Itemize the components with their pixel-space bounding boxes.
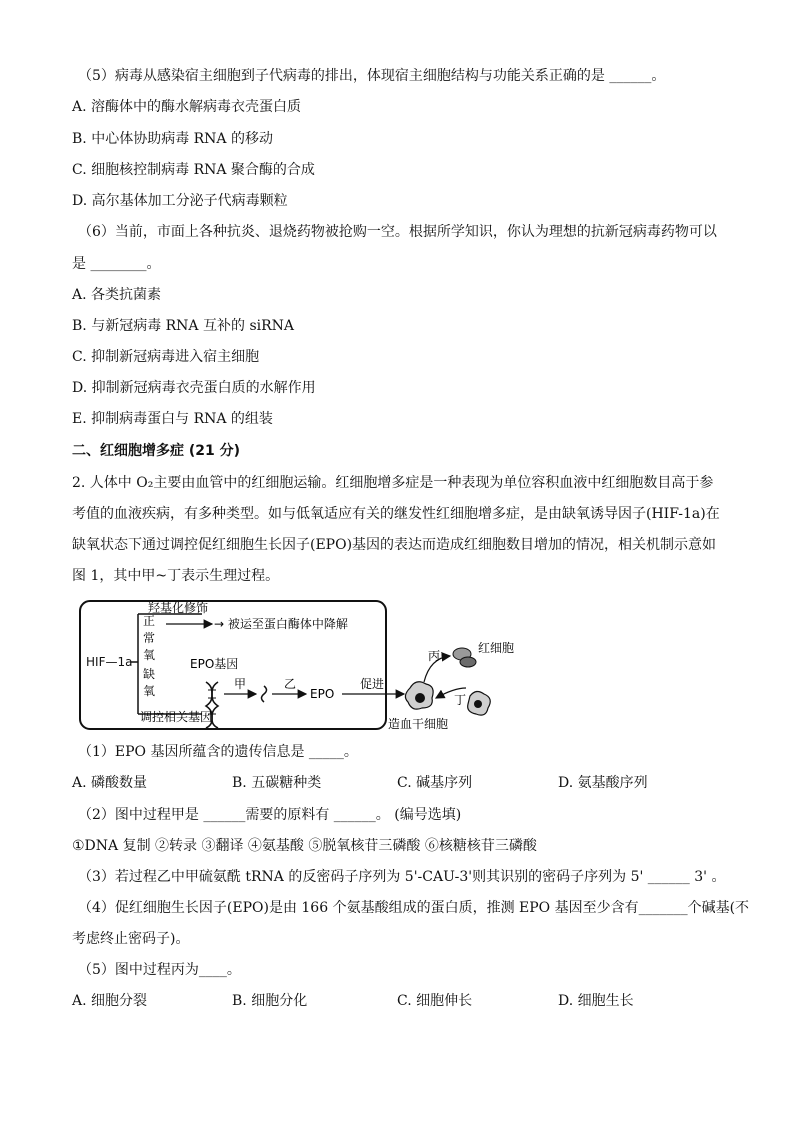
q5a-option-c: C. 细胞核控制病毒 RNA 聚合酶的合成 <box>72 162 315 178</box>
process-jia: 甲 <box>234 677 247 691</box>
q1-option-a: A. 磷酸数量 <box>72 775 148 791</box>
q6a-option-d: D. 抑制新冠病毒衣壳蛋白质的水解作用 <box>72 380 316 396</box>
stem-cell-icon-2 <box>468 691 491 715</box>
q4-line1: （4）促红细胞生长因子(EPO)是由 166 个氨基酸组成的蛋白质，推测 EPO 基因至少含有_______个碱基(不 <box>78 900 750 916</box>
q2-intro-line2: 考值的血液疾病，有多种类型。如与低氧适应有关的继发性红细胞增多症，是由缺氧诱导因子(HIF-1a)在 <box>72 506 720 522</box>
q5a-option-a: A. 溶酶体中的酶水解病毒衣壳蛋白质 <box>72 99 302 115</box>
rbc-label: 红细胞 <box>478 641 515 655</box>
regulate-genes-label: 调控相关基因 <box>140 710 213 724</box>
q1-option-b: B. 五碳糖种类 <box>232 775 322 791</box>
hsc-label: 造血干细胞 <box>388 717 449 731</box>
q5b-stem: （5）图中过程丙为____。 <box>78 962 241 978</box>
section-heading: 二、红细胞增多症 (21 分) <box>72 443 241 459</box>
q6a-option-e: E. 抑制病毒蛋白与 RNA 的组装 <box>72 411 273 427</box>
promote-label: 促进 <box>360 677 385 691</box>
q5b-option-b: B. 细胞分化 <box>232 993 308 1009</box>
q4-line2: 考虑终止密码子)。 <box>72 931 190 947</box>
normal-oxygen-3: 氧 <box>143 648 156 662</box>
process-ding: 丁 <box>454 693 467 707</box>
degraded-label: → 被运至蛋白酶体中降解 <box>214 617 348 631</box>
q5a-option-b: B. 中心体协助病毒 RNA 的移动 <box>72 131 273 147</box>
q6a-stem-line1: （6）当前，市面上各种抗炎、退烧药物被抢购一空。根据所学知识，你认为理想的抗新冠病毒药物可以 <box>78 224 717 240</box>
process-bing: 丙 <box>428 649 441 663</box>
hydroxylation-label: 羟基化修饰 <box>148 601 209 615</box>
hypoxia-2: 氧 <box>143 684 156 698</box>
q2-choices: ①DNA 复制 ②转录 ③翻译 ④氨基酸 ⑤脱氧核苷三磷酸 ⑥核糖核苷三磷酸 <box>72 838 537 854</box>
process-yi: 乙 <box>284 677 297 691</box>
mrna-icon <box>262 686 267 702</box>
q5a-stem: （5）病毒从感染宿主细胞到子代病毒的排出，体现宿主细胞结构与功能关系正确的是 ______。 <box>78 68 666 84</box>
hypoxia-1: 缺 <box>143 667 156 681</box>
mechanism-diagram <box>78 598 518 734</box>
normal-oxygen-1: 正 <box>143 614 156 628</box>
q2-intro-line4: 图 1，其中甲~丁表示生理过程。 <box>72 568 280 584</box>
q3-stem: （3）若过程乙中甲硫氨酰 tRNA 的反密码子序列为 5'-CAU-3'则其识别的密码子序列为 5' ______ 3' 。 <box>78 869 726 885</box>
q5b-option-c: C. 细胞伸长 <box>397 993 473 1009</box>
hif-label: HIF—1a <box>86 655 133 669</box>
q2-intro-line3: 缺氧状态下通过调控促红细胞生长因子(EPO)基因的表达而造成红细胞数目增加的情况，相关机制示意如 <box>72 537 717 553</box>
epo-label: EPO <box>310 687 335 701</box>
q5b-option-a: A. 细胞分裂 <box>72 993 148 1009</box>
q6a-option-b: B. 与新冠病毒 RNA 互补的 siRNA <box>72 318 295 334</box>
q1-stem: （1）EPO 基因所蕴含的遗传信息是 _____。 <box>78 744 358 760</box>
red-blood-cell-icon <box>453 648 476 667</box>
q2-intro-line1: 2. 人体中 O₂主要由血管中的红细胞运输。红细胞增多症是一种表现为单位容积血液中红细胞数目高于参 <box>72 475 714 491</box>
q6a-option-a: A. 各类抗菌素 <box>72 287 162 303</box>
q5a-option-d: D. 高尔基体加工分泌子代病毒颗粒 <box>72 193 288 209</box>
stem-cell-icon <box>405 682 433 709</box>
normal-oxygen-2: 常 <box>143 631 156 645</box>
q1-option-d: D. 氨基酸序列 <box>558 775 648 791</box>
q6a-option-c: C. 抑制新冠病毒进入宿主细胞 <box>72 349 260 365</box>
q2-stem: （2）图中过程甲是 ______需要的原料有 ______。 (编号选填) <box>78 807 462 823</box>
q1-option-c: C. 碱基序列 <box>397 775 473 791</box>
epo-gene-label: EPO基因 <box>190 657 239 671</box>
q5b-option-d: D. 细胞生长 <box>558 993 634 1009</box>
q6a-stem-line2: 是 ________。 <box>72 256 161 272</box>
